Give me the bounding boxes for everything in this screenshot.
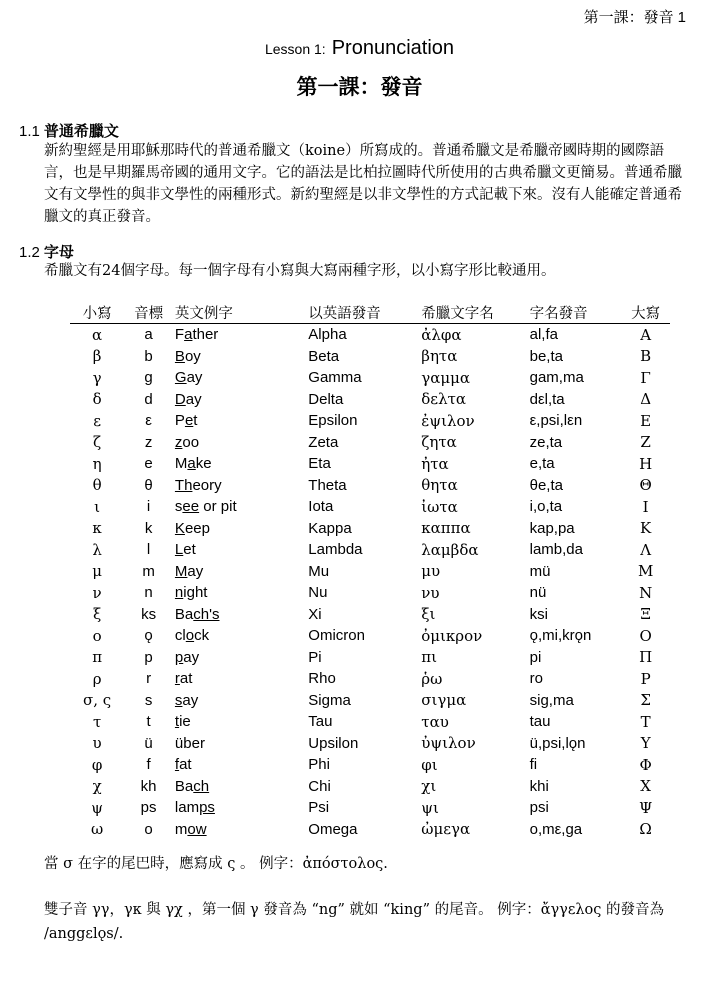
name-pronunciation: ksi bbox=[529, 605, 548, 623]
example-underlined: ch's bbox=[193, 605, 220, 623]
table-row bbox=[70, 797, 670, 819]
english-letter-name: Theta bbox=[308, 476, 347, 494]
greek-letter-name: μυ bbox=[421, 562, 441, 581]
english-letter-name: Kappa bbox=[308, 519, 352, 537]
lowercase-letter: ζ bbox=[93, 433, 102, 452]
greek-letter-name: θητα bbox=[421, 476, 458, 495]
table-row bbox=[70, 604, 670, 626]
uppercase-letter: Κ bbox=[640, 519, 652, 538]
greek-letter-name: ὠμεγα bbox=[421, 820, 471, 839]
header-name-pronunciation: 字名發音 bbox=[528, 301, 622, 324]
example-post: at bbox=[179, 670, 193, 688]
english-letter-name: Psi bbox=[308, 799, 330, 817]
name-pronunciation: ze,ta bbox=[529, 433, 563, 451]
example-underlined: K bbox=[174, 519, 185, 537]
uppercase-letter: Ο bbox=[639, 626, 652, 645]
english-example bbox=[173, 797, 306, 819]
lesson-prefix: Lesson 1: bbox=[264, 41, 326, 57]
example-pre: Ba bbox=[174, 605, 194, 623]
header-text: 第一課：發音 bbox=[583, 8, 674, 26]
alphabet-table bbox=[70, 301, 670, 840]
english-letter-name: Phi bbox=[308, 756, 330, 774]
english-letter-name: Iota bbox=[308, 498, 334, 516]
table-row bbox=[70, 625, 670, 647]
uppercase-letter: Β bbox=[640, 347, 652, 366]
table-row bbox=[70, 733, 670, 755]
header-english-name: 以英語發音 bbox=[306, 301, 419, 324]
lowercase-letter: μ bbox=[92, 562, 102, 581]
example-underlined: r bbox=[174, 670, 180, 688]
english-example bbox=[173, 367, 306, 389]
example-underlined: e bbox=[184, 412, 194, 430]
greek-letter-name: ὐψιλον bbox=[421, 734, 476, 753]
phonetic-symbol: z bbox=[144, 433, 153, 451]
english-example bbox=[173, 539, 306, 561]
greek-letter-name: ἰωτα bbox=[421, 497, 458, 516]
lowercase-letter: χ bbox=[92, 777, 102, 796]
example-post: ck bbox=[194, 627, 210, 645]
english-letter-name: Nu bbox=[308, 584, 328, 602]
greek-letter-name: χι bbox=[421, 777, 437, 796]
english-example bbox=[173, 453, 306, 475]
lesson-main-title: Pronunciation bbox=[331, 37, 455, 59]
table-row bbox=[70, 561, 670, 583]
lowercase-letter: ψ bbox=[91, 798, 103, 817]
lowercase-letter: ι bbox=[94, 497, 101, 516]
name-pronunciation: lamb,da bbox=[529, 541, 583, 559]
header-phonetic: 音標 bbox=[124, 301, 173, 324]
example-pre: über bbox=[174, 734, 205, 752]
table-row bbox=[70, 496, 670, 518]
lowercase-letter: σ, ς bbox=[83, 691, 112, 710]
example-underlined: o bbox=[185, 627, 195, 645]
lowercase-letter: θ bbox=[92, 476, 102, 495]
english-example bbox=[173, 410, 306, 432]
english-letter-name: Omega bbox=[308, 820, 358, 838]
lowercase-letter: ξ bbox=[92, 605, 102, 624]
phonetic-symbol: ps bbox=[140, 799, 157, 817]
lowercase-letter: ν bbox=[92, 583, 102, 602]
name-pronunciation: fi bbox=[529, 756, 538, 774]
name-pronunciation: be,ta bbox=[529, 347, 563, 365]
english-example bbox=[173, 711, 306, 733]
table-row bbox=[70, 324, 670, 346]
phonetic-symbol: g bbox=[144, 369, 153, 387]
table-row bbox=[70, 475, 670, 497]
table-row bbox=[70, 389, 670, 411]
uppercase-letter: Θ bbox=[639, 476, 652, 495]
header-english-example: 英文例字 bbox=[173, 301, 306, 324]
uppercase-letter: Μ bbox=[637, 562, 654, 581]
uppercase-letter: Π bbox=[639, 648, 653, 667]
uppercase-letter: Η bbox=[639, 454, 653, 473]
name-pronunciation: e,ta bbox=[529, 455, 555, 473]
phonetic-symbol: o bbox=[144, 820, 153, 838]
name-pronunciation: ǫ,mi,krǫn bbox=[529, 627, 592, 645]
english-example bbox=[173, 496, 306, 518]
section-number: 1.1 bbox=[19, 123, 40, 140]
example-post: oo bbox=[182, 433, 200, 451]
english-example bbox=[173, 324, 306, 346]
header-lowercase: 小寫 bbox=[70, 301, 124, 324]
table-row bbox=[70, 432, 670, 454]
example-post: t bbox=[193, 412, 198, 430]
greek-letter-name: καππα bbox=[421, 519, 471, 538]
phonetic-symbol: ks bbox=[141, 605, 157, 623]
lowercase-letter: υ bbox=[92, 734, 102, 753]
phonetic-symbol: a bbox=[144, 326, 153, 344]
section-title: 普通希臘文 bbox=[43, 122, 119, 140]
english-letter-name: Omicron bbox=[308, 627, 365, 645]
uppercase-letter: Γ bbox=[640, 368, 651, 387]
example-pre: M bbox=[174, 455, 188, 473]
english-letter-name: Tau bbox=[308, 713, 333, 731]
lowercase-letter: η bbox=[92, 454, 102, 473]
english-example bbox=[173, 432, 306, 454]
phonetic-symbol: d bbox=[144, 390, 153, 408]
example-pre: m bbox=[174, 820, 188, 838]
uppercase-letter: Ξ bbox=[640, 605, 651, 624]
example-pre: lam bbox=[174, 799, 200, 817]
example-post: oy bbox=[184, 347, 201, 365]
phonetic-symbol: b bbox=[144, 347, 153, 365]
example-underlined: n bbox=[174, 584, 184, 602]
example-post: ight bbox=[183, 584, 208, 602]
section-body-1-2: 希臘文有24個字母。每一個字母有小寫與大寫兩種字形，以小寫字形比較通用。 bbox=[44, 263, 556, 279]
lowercase-letter: τ bbox=[92, 712, 102, 731]
greek-letter-name: ἠτα bbox=[421, 454, 449, 473]
lowercase-letter: ε bbox=[93, 411, 101, 430]
lesson-title bbox=[0, 37, 719, 60]
uppercase-letter: Σ bbox=[640, 691, 651, 710]
greek-letter-name: ψι bbox=[421, 798, 439, 817]
uppercase-letter: Φ bbox=[639, 755, 652, 774]
example-pre: cl bbox=[174, 627, 186, 645]
section-body-1-1: 新約聖經是用耶穌那時代的普通希臘文（koine）所寫成的。普通希臘文是希臘帝國時期的國際語言，也是早期羅馬帝國的通用文字。它的語法是比柏拉圖時代所使用的古典希臘文更簡易。普通希臘文有文學性的與非文學性的兩種形式。新約聖經是以非文學性的方式記載下來。沒有人能確定普通希臘文的真正發音。 bbox=[44, 143, 682, 225]
english-example bbox=[173, 733, 306, 755]
english-example bbox=[173, 690, 306, 712]
table-body bbox=[70, 324, 670, 841]
example-underlined: B bbox=[174, 347, 185, 365]
example-underlined: ee bbox=[182, 498, 200, 516]
lowercase-letter: ω bbox=[91, 820, 104, 839]
example-underlined: L bbox=[174, 541, 184, 559]
section-title: 字母 bbox=[43, 243, 74, 261]
lowercase-letter: ρ bbox=[92, 669, 102, 688]
example-post: ay bbox=[185, 390, 202, 408]
table-row bbox=[70, 668, 670, 690]
greek-letter-name: ῥω bbox=[421, 669, 443, 688]
name-pronunciation: nü bbox=[529, 584, 547, 602]
uppercase-letter: Τ bbox=[640, 712, 651, 731]
name-pronunciation: i,o,ta bbox=[529, 498, 563, 516]
example-post: ay bbox=[187, 562, 204, 580]
table-row bbox=[70, 819, 670, 841]
phonetic-symbol: m bbox=[142, 562, 155, 580]
example-post: or pit bbox=[199, 498, 237, 516]
example-pre: Ba bbox=[174, 777, 194, 795]
english-example bbox=[173, 819, 306, 841]
greek-letter-name: ξι bbox=[421, 605, 436, 624]
example-underlined: ps bbox=[199, 799, 215, 817]
example-underlined: M bbox=[174, 562, 188, 580]
greek-letter-name: βητα bbox=[421, 347, 458, 366]
page-number: 1 bbox=[677, 9, 686, 26]
example-post: at bbox=[179, 756, 192, 774]
table-row bbox=[70, 690, 670, 712]
greek-letter-name: ταυ bbox=[421, 712, 449, 731]
phonetic-symbol: e bbox=[144, 455, 153, 473]
greek-letter-name: φι bbox=[421, 755, 438, 774]
table-row bbox=[70, 367, 670, 389]
phonetic-symbol: p bbox=[144, 648, 153, 666]
greek-letter-name: γαμμα bbox=[421, 368, 470, 387]
phonetic-symbol: f bbox=[146, 756, 151, 774]
name-pronunciation: kap,pa bbox=[529, 519, 575, 537]
english-example bbox=[173, 625, 306, 647]
greek-letter-name: νυ bbox=[421, 583, 440, 602]
english-letter-name: Chi bbox=[308, 777, 331, 795]
name-pronunciation: ro bbox=[529, 670, 543, 688]
phonetic-symbol: i bbox=[146, 498, 151, 516]
example-pre: s bbox=[174, 498, 183, 516]
table-row bbox=[70, 453, 670, 475]
table-header-row bbox=[70, 301, 670, 324]
example-underlined: Th bbox=[174, 476, 193, 494]
example-pre: F bbox=[174, 326, 185, 344]
phonetic-symbol: n bbox=[144, 584, 153, 602]
greek-letter-name: σιγμα bbox=[421, 691, 467, 710]
page-header bbox=[584, 6, 686, 27]
phonetic-symbol: ü bbox=[144, 734, 153, 752]
note-final-sigma: 當 σ 在字的尾巴時，應寫成 ς 。 例字：ἀπόστολος. bbox=[44, 856, 388, 872]
english-letter-name: Rho bbox=[308, 670, 336, 688]
example-underlined: t bbox=[174, 713, 180, 731]
example-post: eep bbox=[184, 519, 210, 537]
example-post: ie bbox=[179, 713, 191, 731]
table-row bbox=[70, 711, 670, 733]
example-pre: P bbox=[174, 412, 185, 430]
greek-letter-name: ζητα bbox=[421, 433, 457, 452]
section-heading-1-2 bbox=[19, 241, 74, 262]
table-row bbox=[70, 410, 670, 432]
english-example bbox=[173, 582, 306, 604]
name-pronunciation: ε,psi,lεn bbox=[529, 412, 583, 430]
english-example bbox=[173, 389, 306, 411]
name-pronunciation: gam,ma bbox=[529, 369, 584, 387]
uppercase-letter: Ρ bbox=[640, 669, 651, 688]
phonetic-symbol: t bbox=[146, 713, 151, 731]
english-letter-name: Zeta bbox=[308, 433, 339, 451]
greek-letter-name: ἐψιλον bbox=[421, 411, 475, 430]
note-double-consonant: 雙子音 γγ，γκ 與 γχ ，第一個 γ 發音為 “ng” 就如 “king” 的尾音。 例字：ἄγγελος 的發音為 /anggεlǫs/. bbox=[44, 902, 664, 942]
name-pronunciation: tau bbox=[529, 713, 551, 731]
uppercase-letter: Α bbox=[640, 325, 652, 344]
phonetic-symbol: s bbox=[144, 691, 153, 709]
table-row bbox=[70, 518, 670, 540]
name-pronunciation: θe,ta bbox=[529, 476, 563, 494]
example-underlined: p bbox=[174, 648, 184, 666]
name-pronunciation: sig,ma bbox=[529, 691, 574, 709]
greek-letter-name: πι bbox=[421, 648, 438, 667]
name-pronunciation: dεl,ta bbox=[529, 390, 565, 408]
name-pronunciation: ü,psi,lǫn bbox=[529, 734, 586, 752]
lowercase-letter: β bbox=[92, 347, 102, 366]
english-example bbox=[173, 346, 306, 368]
table-row bbox=[70, 582, 670, 604]
example-underlined: ch bbox=[193, 777, 210, 795]
example-post: et bbox=[183, 541, 196, 559]
example-underlined: ow bbox=[187, 820, 207, 838]
english-example bbox=[173, 604, 306, 626]
lowercase-letter: ο bbox=[92, 626, 102, 645]
english-letter-name: Pi bbox=[308, 648, 322, 666]
lowercase-letter: γ bbox=[92, 368, 102, 387]
lowercase-letter: δ bbox=[92, 390, 102, 409]
english-letter-name: Mu bbox=[308, 562, 330, 580]
english-example bbox=[173, 475, 306, 497]
lowercase-letter: λ bbox=[92, 540, 102, 559]
greek-letter-name: δελτα bbox=[421, 390, 467, 409]
english-letter-name: Delta bbox=[308, 390, 344, 408]
english-letter-name: Alpha bbox=[308, 326, 347, 344]
uppercase-letter: Ζ bbox=[640, 433, 651, 452]
table-row bbox=[70, 754, 670, 776]
example-underlined: a bbox=[184, 326, 193, 344]
lowercase-letter: κ bbox=[92, 519, 102, 538]
example-post: ke bbox=[195, 455, 212, 473]
english-letter-name: Lambda bbox=[308, 541, 363, 559]
example-post: ay bbox=[186, 369, 203, 387]
phonetic-symbol: kh bbox=[140, 777, 157, 795]
table-row bbox=[70, 647, 670, 669]
phonetic-symbol: l bbox=[146, 541, 151, 559]
section-number: 1.2 bbox=[19, 244, 40, 261]
uppercase-letter: Δ bbox=[640, 390, 652, 409]
greek-letter-name: λαμβδα bbox=[421, 540, 479, 559]
english-letter-name: Beta bbox=[308, 347, 340, 365]
english-example bbox=[173, 754, 306, 776]
english-example bbox=[173, 647, 306, 669]
phonetic-symbol: ǫ bbox=[144, 627, 153, 645]
english-letter-name: Eta bbox=[308, 455, 331, 473]
english-example bbox=[173, 518, 306, 540]
example-underlined: a bbox=[187, 455, 196, 473]
phonetic-symbol: ε bbox=[145, 412, 152, 430]
phonetic-symbol: k bbox=[144, 519, 153, 537]
lowercase-letter: α bbox=[92, 325, 103, 344]
uppercase-letter: Χ bbox=[640, 777, 651, 796]
english-letter-name: Upsilon bbox=[308, 734, 359, 752]
example-post: ther bbox=[192, 326, 219, 344]
english-example bbox=[173, 668, 306, 690]
table-row bbox=[70, 776, 670, 798]
uppercase-letter: Ε bbox=[640, 411, 652, 430]
example-post: eory bbox=[192, 476, 222, 494]
uppercase-letter: Λ bbox=[640, 540, 652, 559]
uppercase-letter: Ω bbox=[639, 820, 652, 839]
name-pronunciation: al,fa bbox=[529, 326, 558, 344]
uppercase-letter: Ι bbox=[642, 497, 649, 516]
example-underlined: G bbox=[174, 369, 187, 387]
english-example bbox=[173, 561, 306, 583]
name-pronunciation: mü bbox=[529, 562, 551, 580]
table-row bbox=[70, 346, 670, 368]
example-post: ay bbox=[183, 648, 200, 666]
english-letter-name: Xi bbox=[308, 605, 322, 623]
phonetic-symbol: θ bbox=[144, 476, 153, 494]
greek-letter-name: ἀλφα bbox=[421, 325, 462, 344]
lowercase-letter: π bbox=[92, 648, 103, 667]
greek-letter-name: ὀμικρον bbox=[421, 626, 483, 645]
name-pronunciation: pi bbox=[529, 648, 542, 666]
table-row bbox=[70, 539, 670, 561]
example-underlined: s bbox=[174, 691, 183, 709]
english-letter-name: Gamma bbox=[308, 369, 362, 387]
example-underlined: f bbox=[174, 756, 180, 774]
name-pronunciation: khi bbox=[529, 777, 549, 795]
english-letter-name: Epsilon bbox=[308, 412, 358, 430]
english-letter-name: Sigma bbox=[308, 691, 351, 709]
uppercase-letter: Ν bbox=[639, 583, 653, 602]
name-pronunciation: psi bbox=[529, 799, 549, 817]
example-post: ay bbox=[182, 691, 199, 709]
phonetic-symbol: r bbox=[146, 670, 152, 688]
section-heading-1-1 bbox=[19, 120, 119, 141]
chinese-title: 第一課：發音 bbox=[296, 74, 423, 99]
header-greek-name: 希臘文字名 bbox=[419, 301, 527, 324]
lowercase-letter: φ bbox=[91, 755, 103, 774]
uppercase-letter: Υ bbox=[640, 734, 651, 753]
example-underlined: D bbox=[174, 390, 186, 408]
uppercase-letter: Ψ bbox=[639, 798, 653, 817]
header-uppercase: 大寫 bbox=[621, 301, 670, 324]
english-example bbox=[173, 776, 306, 798]
name-pronunciation: o,mε,ga bbox=[529, 820, 583, 838]
example-underlined: z bbox=[174, 433, 183, 451]
